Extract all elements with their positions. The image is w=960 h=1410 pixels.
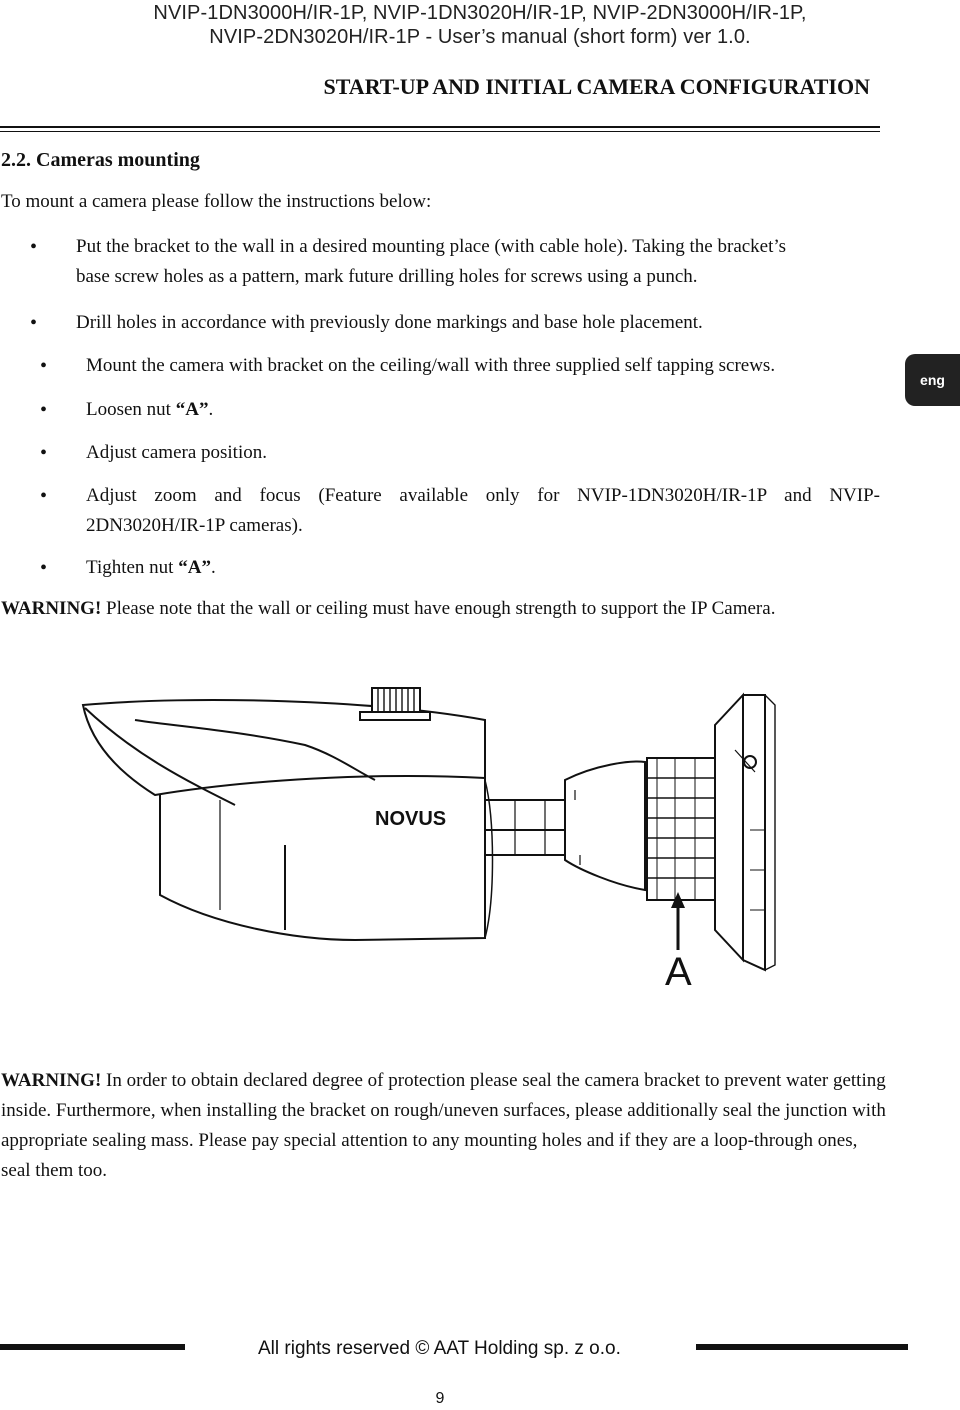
warning-text: In order to obtain declared degree of protection please seal the camera bracket to prevent water getting inside. Furthermore, when installing the bracket on rough/uneven surfaces, please additionally seal the junction with appropriate sealing mass. Please pay special attention to any mounting holes and if they are a loop-through ones, seal them too. xyxy=(1,1070,886,1181)
list-item-text: Tighten nut xyxy=(86,557,179,578)
header-rule-thin xyxy=(0,131,880,132)
header-line-2: NVIP-2DN3020H/IR-1P - User’s manual (short form) ver 1.0. xyxy=(209,26,751,48)
list-item-line: Mount the camera with bracket on the ceiling/wall with three supplied self tapping screws. xyxy=(86,355,776,376)
bullet-dot: • xyxy=(40,399,48,421)
bullet-dot: • xyxy=(40,442,48,464)
list-item-punct: . xyxy=(210,557,216,578)
bullet-dot: • xyxy=(40,355,48,377)
section-title: START-UP AND INITIAL CAMERA CONFIGURATION xyxy=(323,74,870,99)
page-number: 9 xyxy=(435,1390,445,1407)
camera-mounting-diagram xyxy=(75,680,795,1000)
subsection-heading: 2.2. Cameras mounting xyxy=(1,149,200,171)
list-item xyxy=(86,438,267,468)
marker-a: A xyxy=(665,950,692,994)
language-tab[interactable]: eng xyxy=(905,354,960,406)
list-item xyxy=(86,395,213,425)
warning-sealing xyxy=(1,1066,891,1186)
header-line-1: NVIP-1DN3000H/IR-1P, NVIP-1DN3020H/IR-1P, NVIP-2DN3000H/IR-1P, xyxy=(153,2,807,24)
footer-bar-left xyxy=(0,1344,185,1350)
list-item xyxy=(86,351,775,381)
header-rule xyxy=(0,126,880,128)
list-item-line: 2DN3020H/IR-1P cameras). xyxy=(86,515,303,536)
list-item-line: Adjust camera position. xyxy=(86,442,267,463)
bullet-dot: • xyxy=(40,485,48,507)
warning-label: WARNING! xyxy=(1,1070,102,1091)
copyright-text: All rights reserved © AAT Holding sp. z o.o. xyxy=(258,1338,621,1359)
warning-text: Please note that the wall or ceiling must have enough strength to support the IP Camera. xyxy=(101,598,776,619)
footer-bar-right xyxy=(696,1344,908,1350)
intro-text: To mount a camera please follow the instructions below: xyxy=(1,191,432,212)
list-item xyxy=(76,232,786,292)
nut-label: “A” xyxy=(175,399,209,420)
list-item xyxy=(86,481,880,541)
list-item xyxy=(86,553,216,583)
list-item-line: Adjust zoom and focus (Feature available only for NVIP-1DN3020H/IR-1P and NVIP- xyxy=(86,485,880,506)
brand-logo: NOVUS xyxy=(375,808,447,830)
warning-strength xyxy=(1,598,775,620)
list-item-line: base screw holes as a pattern, mark future drilling holes for screws using a punch. xyxy=(76,266,698,287)
sun-shield xyxy=(83,700,485,795)
warning-label: WARNING! xyxy=(1,598,102,619)
bullet-dot: • xyxy=(40,557,48,579)
list-item-line: Drill holes in accordance with previously done markings and base hole placement. xyxy=(76,312,703,333)
list-item-line: Put the bracket to the wall in a desired mounting place (with cable hole). Taking the bracket’s xyxy=(76,236,787,257)
list-item xyxy=(76,308,703,338)
bullet-dot: • xyxy=(30,236,38,258)
bullet-dot: • xyxy=(30,312,38,334)
list-item-text: Loosen nut xyxy=(86,399,176,420)
nut-label: “A” xyxy=(178,557,211,578)
list-item-punct: . xyxy=(208,399,214,420)
